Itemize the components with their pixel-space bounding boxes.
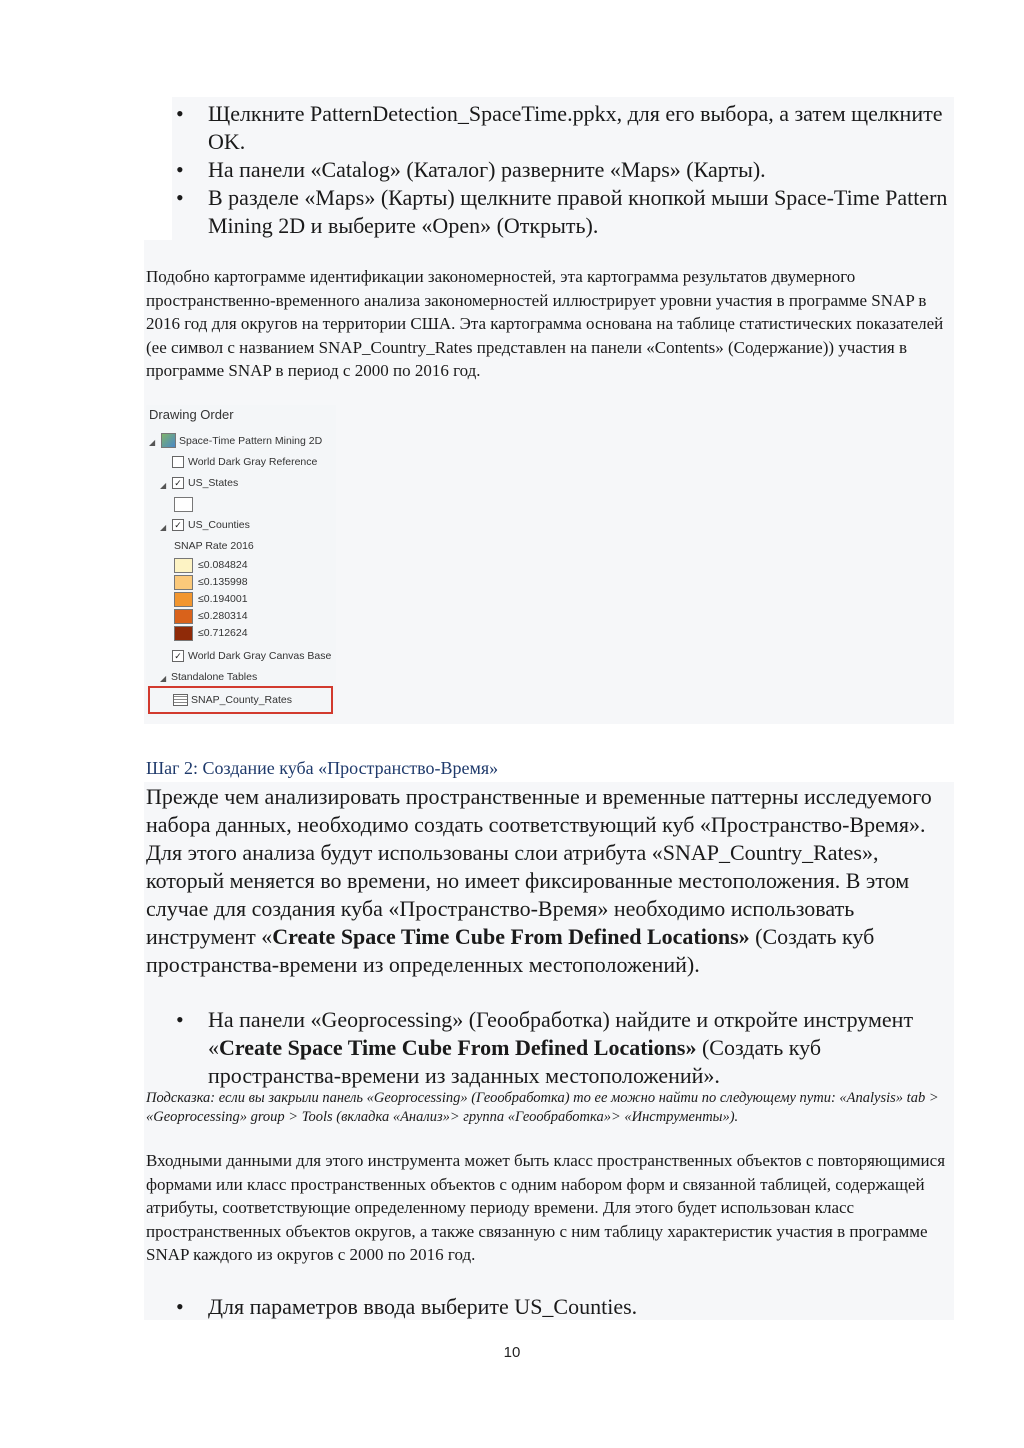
- map-name[interactable]: Space-Time Pattern Mining 2D: [179, 435, 323, 447]
- paragraph-step2: Прежде чем анализировать пространственные и временные паттерны исследуемого набора данных, необходимо создать соответствующий куб «Пространство-Время». Для этого анализа будут использованы слои атрибута «SNAP_Country_Rates», который меняется во времени, но имеет фиксированные местоположения. В этом случае для создания куба «Пространство-Время» необходимо использовать инструмент «Create Space Time Cube From Defined Locations» (Создать куб пространства-времени из определенных местоположений).: [146, 784, 932, 977]
- table-name[interactable]: SNAP_County_Rates: [191, 694, 292, 706]
- collapse-arrow-icon[interactable]: ◢: [160, 523, 167, 532]
- layer-checkbox[interactable]: ✓: [172, 519, 184, 531]
- paragraph-intro: Подобно картограмме идентификации закономерностей, эта картограмма результатов двумерного пространственно-временного анализа закономерностей иллюстрирует уровни участия в программе SNAP в 2016 год для округов на территории США. Эта картограмма основана на таблице статистических показателей (ее символ с названием SNAP_Country_Rates представлен на панели «Contents» (Содержание)) участия в программе SNAP в период с 2000 по 2016 год.: [146, 267, 944, 380]
- list-item: • На панели «Catalog» (Каталог) разверните «Maps» (Карты).: [176, 157, 766, 182]
- legend-label: ≤0.084824: [198, 559, 248, 571]
- collapse-arrow-icon[interactable]: ◢: [160, 481, 167, 490]
- collapse-arrow-icon[interactable]: ◢: [149, 438, 156, 447]
- legend-title: SNAP Rate 2016: [174, 540, 254, 552]
- standalone-tables[interactable]: Standalone Tables: [171, 671, 258, 683]
- bullet-list-top: [146, 100, 952, 240]
- highlight-box: [148, 686, 333, 714]
- bullet-list-geo: [146, 1006, 954, 1090]
- states-symbol: [174, 497, 193, 512]
- legend-label: ≤0.194001: [198, 593, 248, 605]
- legend-swatch: [174, 626, 193, 641]
- collapse-arrow-icon[interactable]: ◢: [160, 674, 167, 683]
- layer-checkbox[interactable]: ✓: [172, 477, 184, 489]
- legend-label: ≤0.280314: [198, 610, 248, 622]
- legend-swatch: [174, 575, 193, 590]
- hint-text: Подсказка: если вы закрыли панель «Geoprocessing» (Геообработка) то ее можно найти по следующему пути: «Analysis» tab > «Geoprocessing» group > Tools (вкладка «Анализ»> группа «Геообработка»> «Инструменты»).: [146, 1090, 939, 1125]
- list-item: • Для параметров ввода выберите US_Counties.: [176, 1294, 638, 1319]
- layer-states[interactable]: US_States: [188, 477, 239, 489]
- list-item: • На панели «Geoprocessing» (Геообработка) найдите и откройте инструмент «Create Space Time Cube From Defined Locations» (Создать куб пространства-времени из заданных местоположений».: [176, 1007, 914, 1088]
- layer-checkbox[interactable]: ✓: [172, 650, 184, 662]
- panel-title: Drawing Order: [149, 407, 234, 422]
- bullet-dot: •: [176, 101, 184, 126]
- bullet-list-last: [146, 1293, 954, 1321]
- legend-swatch: [174, 609, 193, 624]
- legend-swatch: [174, 592, 193, 607]
- layer-checkbox[interactable]: [172, 456, 184, 468]
- list-item: • Щелкните PatternDetection_SpaceTime.ppkx, для его выбора, а затем щелкните OK.: [176, 101, 943, 154]
- list-item: • В разделе «Maps» (Карты) щелкните правой кнопкой мыши Space-Time Pattern Mining 2D и выберите «Open» (Открыть).: [176, 185, 948, 238]
- legend-label: ≤0.712624: [198, 627, 248, 639]
- drawing-order-panel: [146, 405, 336, 717]
- bullet-dot: •: [176, 1294, 184, 1319]
- legend-label: ≤0.135998: [198, 576, 248, 588]
- step-heading: Шаг 2: Создание куба «Пространство-Время»: [146, 758, 499, 778]
- bullet-dot: •: [176, 157, 184, 182]
- layer-base[interactable]: World Dark Gray Canvas Base: [188, 650, 332, 662]
- legend-swatch: [174, 558, 193, 573]
- map-icon: [161, 433, 176, 448]
- bullet-dot: •: [176, 1007, 184, 1032]
- layer-counties[interactable]: US_Counties: [188, 519, 250, 531]
- paragraph-input: Входными данными для этого инструмента может быть класс пространственных объектов с повторяющимися формами или класс пространственных объектов с одним набором форм и связанной таблицей, содержащей атрибуты, соответствующие определенному периоду времени. Для этого будет использован класс пространственных объектов округов, а также связанную с ним таблицу характеристик участия в программе SNAP каждого из округов с 2000 по 2016 год.: [146, 1151, 946, 1264]
- bullet-dot: •: [176, 185, 184, 210]
- layer-reference[interactable]: World Dark Gray Reference: [188, 456, 318, 468]
- page-number: 10: [503, 1344, 521, 1361]
